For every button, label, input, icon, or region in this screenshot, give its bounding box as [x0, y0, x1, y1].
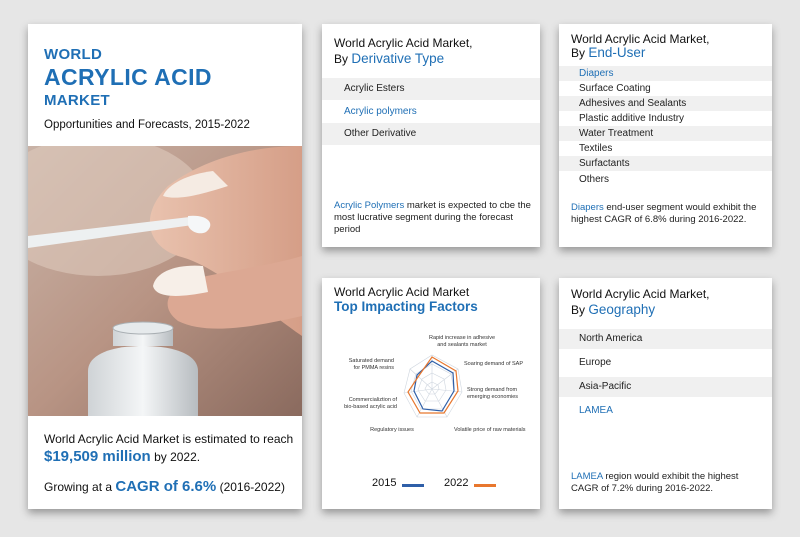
hero-subtitle: Opportunities and Forecasts, 2015-2022: [44, 119, 250, 131]
derivative-note-highlight: Acrylic Polymers: [334, 200, 405, 211]
estimate-suffix: by 2022.: [150, 450, 201, 464]
factor-label: Saturated demand: [348, 358, 394, 364]
list-item: Asia-Pacific: [559, 377, 772, 397]
geography-card: [559, 278, 772, 509]
list-item: Others: [579, 174, 610, 185]
list-item: Other Derivative: [322, 123, 540, 145]
list-item: North America: [559, 329, 772, 349]
geography-card-title: World Acrylic Acid Market,: [571, 287, 710, 301]
factor-label: Rapid increase in adhesive: [428, 335, 496, 341]
factor-label: Soaring demand of SAP: [464, 361, 524, 367]
factors-card-heading: Top Impacting Factors: [334, 299, 478, 314]
derivative-by: By: [334, 52, 352, 66]
market-cagr: [44, 478, 300, 495]
cagr-suffix: (2016-2022): [216, 480, 285, 494]
legend-2015-swatch: [402, 484, 424, 487]
list-item: Plastic additive Industry: [579, 113, 685, 124]
enduser-card-title: World Acrylic Acid Market,: [571, 32, 710, 46]
enduser-card-heading: [571, 45, 645, 60]
geography-note: [571, 471, 767, 495]
geography-note-text: region would exhibit the highest CAGR of 7.2% during 2016-2022.: [571, 471, 739, 494]
impacting-factors-card: [322, 278, 540, 509]
derivative-card-title: World Acrylic Acid Market,: [334, 36, 473, 50]
legend-2015-label: 2015: [372, 477, 397, 489]
list-item: Textiles: [579, 143, 613, 154]
factor-label: emerging economies: [467, 394, 519, 400]
list-item: Europe: [579, 357, 612, 368]
derivative-heading-text: Derivative Type: [351, 51, 445, 66]
enduser-note-highlight: Diapers: [571, 202, 604, 213]
factor-label: and sealants market: [437, 342, 487, 348]
legend-2022-label: 2022: [444, 477, 469, 489]
estimate-prefix: World Acrylic Acid Market is estimated to reach: [44, 432, 294, 446]
list-item: Adhesives and Sealants: [559, 96, 772, 111]
derivative-card-heading: [334, 51, 444, 66]
enduser-by: By: [571, 46, 589, 60]
geography-by: By: [571, 303, 589, 317]
factors-card-title: World Acrylic Acid Market: [334, 285, 470, 299]
legend-2022-swatch: [474, 484, 496, 487]
factor-label: Regulatory issues: [370, 427, 414, 433]
list-item: LAMEA: [579, 405, 613, 416]
list-item: Surface Coating: [579, 83, 651, 94]
cagr-value: CAGR of 6.6%: [115, 478, 217, 495]
geography-card-heading: [571, 302, 655, 317]
derivative-note: [334, 200, 534, 236]
geography-note-highlight: LAMEA: [571, 471, 603, 482]
list-item: Diapers: [559, 66, 772, 81]
cagr-prefix: Growing at a: [44, 480, 116, 494]
impact-radar-chart: [332, 333, 532, 445]
factor-label: Commercializtion of: [348, 397, 397, 403]
market-estimate: [44, 430, 294, 466]
geography-heading-text: Geography: [588, 302, 656, 317]
list-item: Surfactants: [559, 156, 772, 171]
factor-label: for PMMA resins: [353, 365, 394, 371]
series-2015-line: [414, 361, 454, 411]
acrylic-nail-photo: [28, 146, 302, 416]
enduser-note: [571, 202, 767, 226]
hero-card: [28, 24, 302, 509]
end-user-card: [559, 24, 772, 247]
hero-title-line3: MARKET: [44, 92, 110, 109]
enduser-note-text: end-user segment would exhibit the highest CAGR of 6.8% during 2016-2022.: [571, 202, 757, 225]
factor-label: Volatile price of raw materials: [454, 427, 526, 433]
hero-title-line1: WORLD: [44, 46, 103, 63]
factor-label: Strong demand from: [467, 387, 518, 393]
list-item: Acrylic Esters: [322, 78, 540, 100]
enduser-heading-text: End-User: [588, 45, 646, 60]
factor-label: bio-based acrylic acid: [344, 404, 397, 410]
derivative-note-text: market is expected to cbe the most lucrative segment during the forecast period: [334, 200, 531, 235]
estimate-value: $19,509 million: [44, 448, 151, 465]
derivative-type-card: [322, 24, 540, 247]
list-item: Water Treatment: [559, 126, 772, 141]
hero-title-line2: ACRYLIC ACID: [44, 64, 212, 90]
list-item: Acrylic polymers: [344, 106, 417, 117]
